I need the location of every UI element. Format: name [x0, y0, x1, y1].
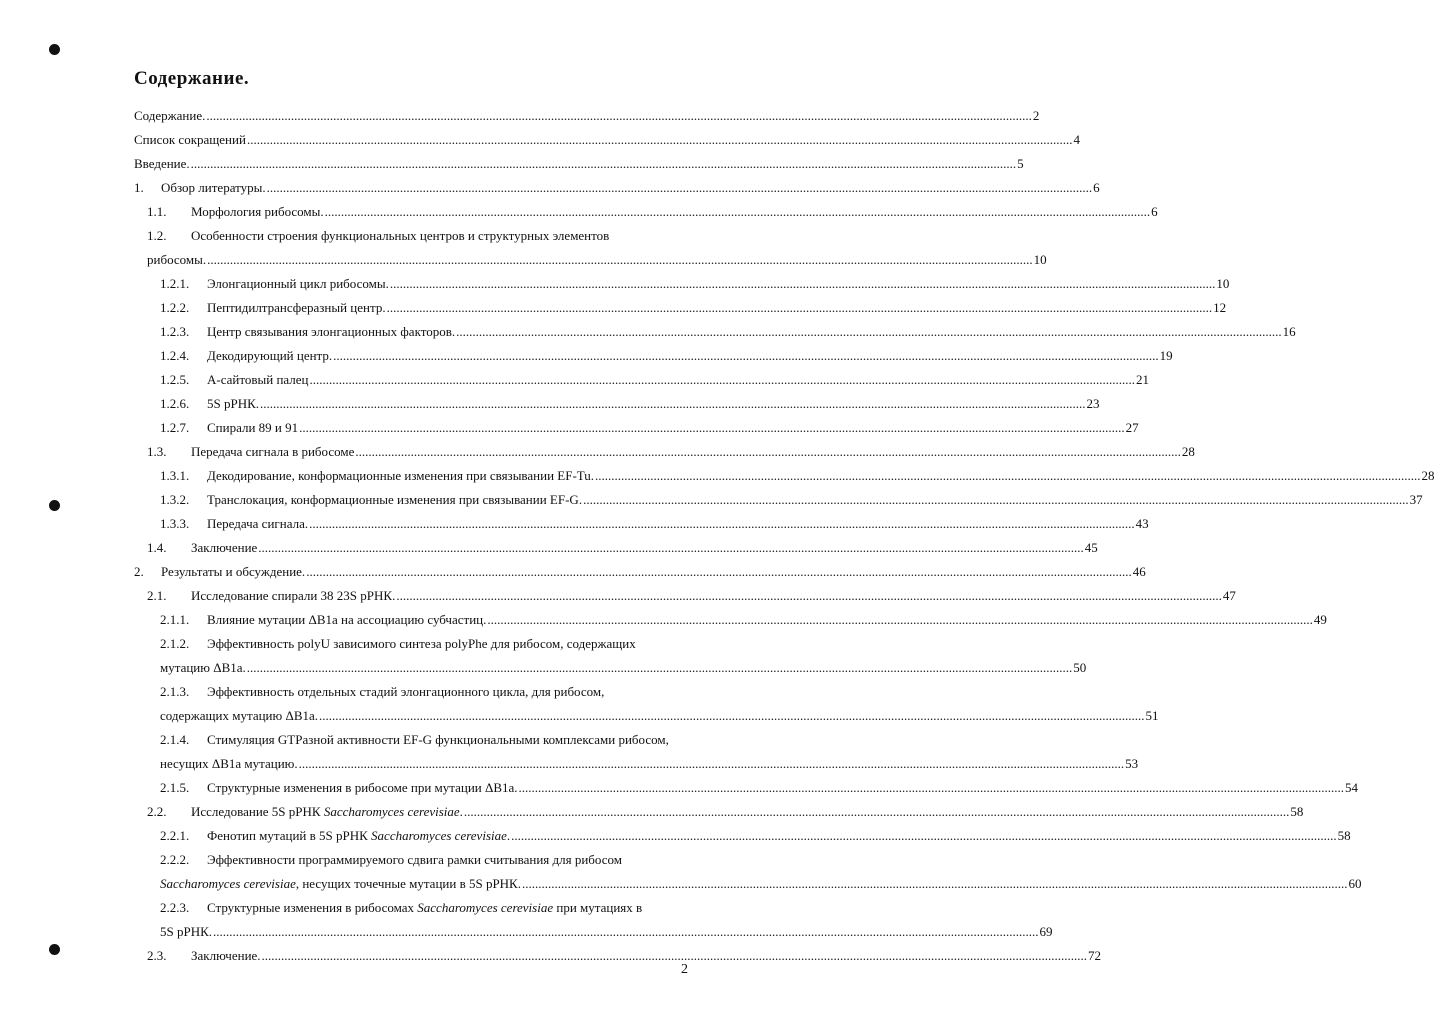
leader-dots	[247, 658, 1073, 678]
toc-entry-text: рибосомы.	[147, 252, 207, 267]
leader-dots	[306, 562, 1132, 582]
toc-entry-number: 1.2.	[147, 228, 167, 243]
toc-entry[interactable]	[160, 634, 694, 654]
toc-entry-page: 28	[1181, 444, 1195, 459]
leader-dots	[390, 274, 1216, 294]
toc-entry-page: 69	[1039, 924, 1053, 939]
toc-entry-number: 1.3.3.	[160, 516, 190, 531]
toc-entry-text: Заключение.	[191, 948, 261, 963]
toc-entry-number: 2.2.1.	[160, 828, 190, 843]
toc-entry[interactable]	[160, 850, 694, 870]
toc-entry-number: 2.3.	[147, 948, 167, 963]
toc-entry[interactable]	[134, 178, 1100, 198]
toc-entry[interactable]	[160, 394, 1100, 414]
leader-dots	[387, 298, 1213, 318]
leader-dots	[511, 826, 1337, 846]
toc-entry-number: 1.3.2.	[160, 492, 190, 507]
toc-entry-text-part: Структурные изменения в рибосомах	[207, 900, 418, 915]
toc-entry-text: 5S рРНК.	[160, 924, 213, 939]
toc-entry-text: Структурные изменения в рибосоме при мутации ΔB1a.	[207, 780, 518, 795]
toc-entry-number: 1.1.	[147, 204, 167, 219]
toc-entry-text: Транслокация, конформационные изменения при связывании EF-G.	[207, 492, 583, 507]
toc-entry-text-part: при мутациях в	[553, 900, 643, 915]
toc-entry-number: 2.1.2.	[160, 636, 190, 651]
toc-entry-text: Элонгационный цикл рибосомы.	[207, 276, 389, 291]
toc-entry-text: А-сайтовый палец	[207, 372, 309, 387]
toc-entry-page: 27	[1125, 420, 1139, 435]
toc-entry-text-part: Исследование 5S рРНК	[191, 804, 324, 819]
toc-entry-text: несущих ΔB1a мутацию.	[160, 756, 298, 771]
toc-entry-text: Введение.	[134, 156, 190, 171]
toc-entry-text: Декодирование, конформационные изменения при связывании EF-Tu.	[207, 468, 595, 483]
toc-entry-number: 2.1.4.	[160, 732, 190, 747]
toc-entry-number: 2.2.3.	[160, 900, 190, 915]
toc-entry-number: 2.	[134, 564, 144, 579]
toc-entry[interactable]	[160, 514, 1149, 534]
toc-entry-text: Эффективность polyU зависимого синтеза polyPhe для рибосом, содержащих	[207, 636, 636, 651]
toc-entry-continuation[interactable]	[160, 922, 1053, 942]
toc-entry[interactable]	[134, 130, 1080, 150]
toc-entry-text: Спирали 89 и 91	[207, 420, 299, 435]
toc-entry-page: 4	[1073, 132, 1080, 147]
species-name: Saccharomyces cerevisiae	[371, 828, 507, 843]
toc-entry-text: Исследование спирали 38 23S рРНК.	[191, 588, 396, 603]
species-name: Saccharomyces cerevisiae	[417, 900, 554, 915]
leader-dots	[191, 154, 1017, 174]
toc-entry[interactable]	[160, 778, 1359, 798]
toc-entry[interactable]	[160, 346, 1173, 366]
toc-entry-text-part: Фенотип мутаций в 5S рРНК	[207, 828, 372, 843]
toc-entry-number: 2.2.	[147, 804, 167, 819]
toc-entry-page: 2	[1032, 108, 1040, 123]
toc-entry-page: 72	[1088, 948, 1102, 963]
toc-entry-number: 1.2.3.	[160, 324, 190, 339]
toc-entry-page: 50	[1073, 660, 1087, 675]
leader-dots	[262, 946, 1088, 966]
toc-entry[interactable]	[134, 562, 1146, 582]
toc-entry[interactable]	[160, 466, 1435, 486]
leader-dots	[299, 754, 1125, 774]
toc-entry-number: 1.3.	[147, 444, 167, 459]
toc-entry[interactable]	[160, 682, 694, 702]
toc-entry-number: 1.2.7.	[160, 420, 190, 435]
toc-entry-text: Обзор литературы.	[161, 180, 266, 195]
leader-dots	[519, 778, 1345, 798]
toc-entry[interactable]	[160, 610, 1327, 630]
leader-dots	[213, 922, 1039, 942]
leader-dots	[319, 706, 1145, 726]
toc-entry-text: Передача сигнала.	[207, 516, 309, 531]
toc-entry[interactable]	[160, 730, 694, 750]
toc-entry-text: Эффективность отдельных стадий элонгационного цикла, для рибосом,	[207, 684, 605, 699]
toc-entry[interactable]	[134, 154, 1024, 174]
toc-entry[interactable]	[160, 898, 694, 918]
toc-entry-page: 47	[1222, 588, 1236, 603]
toc-entry-text: 5S рРНК.	[207, 396, 260, 411]
toc-entry[interactable]	[160, 826, 1351, 846]
toc-entry-number: 2.1.	[147, 588, 167, 603]
leader-dots	[583, 490, 1409, 510]
toc-entry-number: 2.1.1.	[160, 612, 190, 627]
species-name: Saccharomyces cerevisiae	[160, 876, 296, 891]
toc-entry[interactable]	[160, 490, 1423, 510]
toc-entry-page: 21	[1136, 372, 1150, 387]
toc-entry-page: 51	[1145, 708, 1159, 723]
leader-dots	[310, 370, 1136, 390]
toc-entry-text: Пептидилтрансферазный центр.	[207, 300, 386, 315]
toc-entry-text: Декодирующий центр.	[207, 348, 333, 363]
toc-entry-text: Стимуляция GTPазной активности EF-G функциональными комплексами рибосом,	[207, 732, 669, 747]
toc-entry-text: Заключение	[191, 540, 258, 555]
leader-dots	[258, 538, 1084, 558]
toc-entry-page: 6	[1093, 180, 1100, 195]
toc-entry-page: 46	[1132, 564, 1146, 579]
leader-dots	[260, 394, 1086, 414]
leader-dots	[247, 130, 1073, 150]
toc-entry-text	[207, 898, 642, 918]
toc-entry-number: 1.4.	[147, 540, 167, 555]
punch-hole-mark	[49, 500, 60, 511]
toc-entry-continuation[interactable]	[160, 658, 1087, 678]
leader-dots	[487, 610, 1313, 630]
toc-entry-text: мутацию ΔB1a.	[160, 660, 246, 675]
toc-entry-continuation[interactable]	[160, 754, 1139, 774]
toc-entry-page: 28	[1421, 468, 1435, 483]
toc-entry-text: Список сокращений	[134, 132, 246, 147]
toc-entry[interactable]	[147, 442, 1195, 462]
leader-dots	[464, 802, 1290, 822]
toc-entry-page: 16	[1282, 324, 1296, 339]
page-title: Содержание.	[134, 68, 250, 89]
toc-entry-number: 1.2.4.	[160, 348, 190, 363]
toc-entry-page: 12	[1213, 300, 1227, 315]
toc-entry[interactable]	[134, 106, 1040, 126]
toc-entry-page: 10	[1216, 276, 1230, 291]
leader-dots	[456, 322, 1282, 342]
toc-entry-page: 5	[1017, 156, 1024, 171]
toc-entry-page: 53	[1125, 756, 1139, 771]
toc-entry-text: содержащих мутацию ΔB1a.	[160, 708, 319, 723]
leader-dots	[522, 874, 1348, 894]
toc-entry-page: 6	[1151, 204, 1158, 219]
leader-dots	[206, 106, 1032, 126]
toc-entry-page: 60	[1348, 876, 1362, 891]
toc-entry[interactable]	[160, 418, 1139, 438]
toc-entry-page: 49	[1313, 612, 1327, 627]
toc-entry-number: 1.3.1.	[160, 468, 190, 483]
toc-entry-text-part: , несущих точечные мутации в 5S рРНК.	[295, 876, 521, 891]
toc-entry-text: Влияние мутации ΔB1a на ассоциацию субчастиц.	[207, 612, 487, 627]
species-name: Saccharomyces cerevisiae	[323, 804, 460, 819]
leader-dots	[267, 178, 1093, 198]
toc-entry-continuation[interactable]	[160, 874, 1362, 894]
toc-entry-page: 58	[1337, 828, 1351, 843]
toc-entry-text	[191, 802, 463, 822]
toc-entry-text	[207, 826, 510, 846]
punch-hole-mark	[49, 944, 60, 955]
toc-entry[interactable]	[160, 322, 1296, 342]
leader-dots	[207, 250, 1033, 270]
toc-entry-text: Передача сигнала в рибосоме	[191, 444, 355, 459]
toc-entry[interactable]	[160, 370, 1150, 390]
toc-entry-page: 10	[1033, 252, 1047, 267]
toc-entry-text-part: .	[506, 828, 511, 843]
toc-entry-number: 1.2.5.	[160, 372, 190, 387]
leader-dots	[333, 346, 1159, 366]
toc-entry-text: Результаты и обсуждение.	[161, 564, 306, 579]
toc-entry[interactable]	[160, 298, 1227, 318]
toc-entry-text: Центр связывания элонгационных факторов.	[207, 324, 456, 339]
toc-entry-page: 58	[1290, 804, 1304, 819]
toc-entry-number: 2.1.3.	[160, 684, 190, 699]
leader-dots	[299, 418, 1125, 438]
toc-entry-text	[160, 874, 521, 894]
toc-entry-page: 19	[1159, 348, 1173, 363]
toc-entry-page: 23	[1086, 396, 1100, 411]
toc-entry-text: Эффективности программируемого сдвига рамки считывания для рибосом	[207, 852, 622, 867]
toc-entry-text: Морфология рибосомы.	[191, 204, 324, 219]
toc-entry[interactable]	[160, 274, 1230, 294]
leader-dots	[396, 586, 1222, 606]
toc-entry-number: 1.	[134, 180, 144, 195]
toc-entry[interactable]	[147, 202, 1158, 222]
toc-entry[interactable]	[147, 802, 1304, 822]
toc-entry[interactable]	[147, 586, 1236, 606]
toc-entry-page: 45	[1084, 540, 1098, 555]
page-number: 2	[681, 962, 688, 977]
toc-entry-text-part: .	[459, 804, 463, 819]
toc-entry-continuation[interactable]	[160, 706, 1159, 726]
punch-hole-mark	[49, 44, 60, 55]
toc-entry-number: 1.2.6.	[160, 396, 190, 411]
toc-entry-text: Содержание.	[134, 108, 206, 123]
leader-dots	[355, 442, 1181, 462]
toc-entry-number: 2.1.5.	[160, 780, 190, 795]
toc-entry-page: 37	[1409, 492, 1423, 507]
toc-entry[interactable]	[147, 226, 694, 246]
toc-entry-number: 2.2.2.	[160, 852, 190, 867]
toc-entry[interactable]	[147, 538, 1098, 558]
toc-entry-page: 54	[1345, 780, 1359, 795]
toc-entry[interactable]	[147, 946, 1102, 966]
toc-entry-continuation[interactable]	[147, 250, 1047, 270]
toc-entry-text: Особенности строения функциональных центров и структурных элементов	[191, 228, 610, 243]
toc-entry-number: 1.2.2.	[160, 300, 190, 315]
toc-entry-page: 43	[1135, 516, 1149, 531]
toc-entry-number: 1.2.1.	[160, 276, 190, 291]
leader-dots	[309, 514, 1135, 534]
leader-dots	[595, 466, 1421, 486]
leader-dots	[325, 202, 1151, 222]
